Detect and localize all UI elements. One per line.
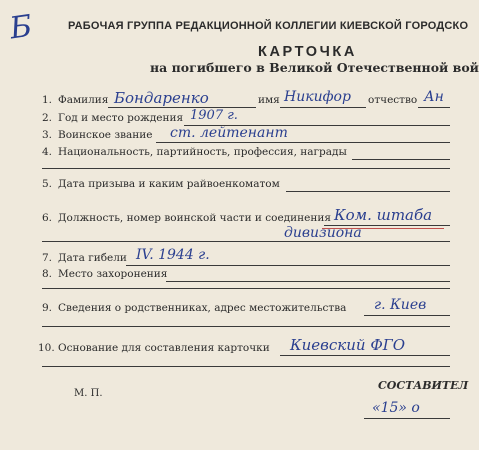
value-birth: 1907 г. [190, 108, 238, 123]
value-firstname: Никифор [284, 89, 351, 105]
field-label-basis: Основание для составления карточки [58, 342, 270, 354]
underline [364, 315, 450, 316]
field-label-firstname: имя [258, 94, 280, 106]
underline [352, 159, 450, 160]
value-unit: Ком. штаба [334, 206, 433, 224]
field-number: 2. [42, 112, 53, 124]
value-unit-line2: дивизиона [284, 225, 362, 241]
card-subtitle: на погибшего в Великой Отечественной вой [150, 60, 479, 75]
field-number: 10. [38, 342, 55, 354]
date-underline [364, 418, 450, 419]
compiler-label: СОСТАВИТЕЛ [378, 379, 469, 392]
field-row-death-date [0, 247, 450, 268]
organization-header: РАБОЧАЯ ГРУППА РЕДАКЦИОННОЙ КОЛЛЕГИИ КИЕВСКОЙ ГОРОДСКО [68, 20, 469, 32]
field-row-rank [0, 125, 450, 145]
underline [126, 265, 450, 266]
field-row-burial [0, 268, 450, 284]
underline [280, 107, 366, 108]
underline [280, 355, 450, 356]
field-number: 9. [42, 302, 53, 314]
value-death-date: IV. 1944 г. [136, 247, 210, 263]
field-label-nationality: Национальность, партийность, профессия, награды [58, 146, 347, 158]
field-row-relatives [0, 297, 450, 318]
field-number: 4. [42, 146, 53, 158]
field-label-surname: Фамилия [58, 94, 109, 106]
value-surname: Бондаренко [114, 89, 209, 107]
field-number: 1. [42, 94, 53, 106]
corner-handwritten-mark: Б [7, 8, 35, 47]
continuation-line [42, 366, 450, 367]
underline [166, 281, 450, 282]
field-number: 8. [42, 268, 53, 280]
field-label-burial: Место захоронения [58, 268, 168, 280]
value-relatives: г. Киев [374, 297, 427, 313]
field-label-unit: Должность, номер воинской части и соединения [58, 212, 331, 224]
field-number: 7. [42, 252, 53, 264]
field-label-patronymic: отчество [368, 94, 418, 106]
value-basis: Киевский ФГО [290, 336, 406, 354]
field-label-birth: Год и место рождения [58, 112, 184, 124]
stamp-place-label: М. П. [74, 388, 103, 399]
underline [418, 107, 450, 108]
compile-date-value: «15» о [372, 400, 420, 416]
underline [156, 142, 450, 143]
field-row-unit [0, 206, 450, 228]
field-label-relatives: Сведения о родственниках, адрес местожительства [58, 302, 347, 314]
field-label-rank: Воинское звание [58, 129, 153, 141]
field-row-basis [0, 336, 450, 358]
continuation-line [42, 241, 450, 242]
field-row-nationality [0, 146, 450, 162]
field-number: 5. [42, 178, 53, 190]
field-label-draft: Дата призыва и каким райвоенкоматом [58, 178, 280, 190]
field-row-draft [0, 178, 450, 194]
continuation-line [42, 288, 450, 289]
value-patronymic: Ан [424, 89, 444, 105]
value-rank: ст. лейтенант [170, 125, 288, 141]
field-number: 6. [42, 212, 53, 224]
continuation-line [42, 168, 450, 169]
underline [286, 191, 450, 192]
field-number: 3. [42, 129, 53, 141]
card-title: КАРТОЧКА [258, 44, 357, 60]
continuation-line [42, 326, 450, 327]
field-label-death-date: Дата гибели [58, 252, 127, 264]
